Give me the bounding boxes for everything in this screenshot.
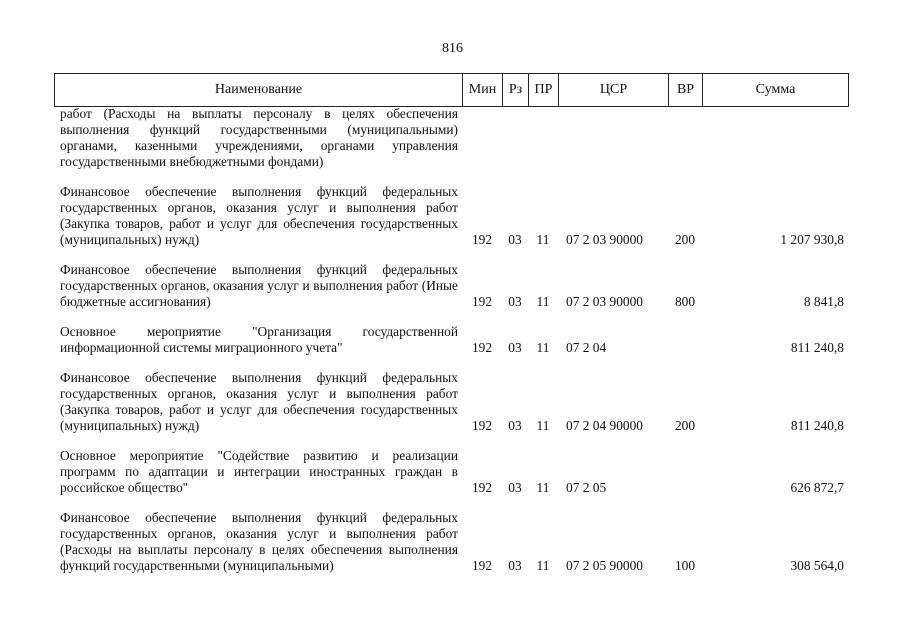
row-sum: 626 872,7 [790, 480, 844, 495]
row-min: 192 [471, 480, 493, 495]
row-vr [668, 106, 702, 170]
row-rz: 03 [508, 340, 522, 355]
table-row [54, 448, 848, 496]
row-name: Основное мероприятие "Организация государственной информационной системы миграционного учета" [60, 324, 458, 355]
row-pr: 11 [536, 558, 550, 573]
row-name: Основное мероприятие "Содействие развитию и реализации программ по адаптации и интеграции иностранных граждан в российское общество" [60, 448, 458, 495]
row-csr: 07 2 05 90000 [566, 558, 643, 573]
row-name: работ (Расходы на выплаты персоналу в целях обеспечения выполнения функций государственными (муниципальными) органами, казенными учреждениями, органами управления государственными внебюджетными фондами) [60, 106, 458, 169]
row-sum: 811 240,8 [790, 340, 844, 355]
row-sum: 811 240,8 [790, 418, 844, 433]
row-sum: 8 841,8 [803, 294, 844, 309]
table-header [54, 73, 849, 107]
table-row [54, 262, 848, 310]
row-min: 192 [471, 558, 493, 573]
table-row [54, 370, 848, 434]
row-pr: 11 [536, 480, 550, 495]
row-rz: 03 [508, 232, 522, 247]
row-min: 192 [471, 418, 493, 433]
row-vr: 100 [674, 558, 696, 573]
table-row [54, 510, 848, 574]
header-csr: ЦСР [559, 74, 669, 107]
row-csr: 07 2 05 [566, 480, 607, 495]
row-vr: 200 [674, 232, 696, 247]
row-rz: 03 [508, 480, 522, 495]
table-row [54, 324, 848, 356]
header-name: Наименование [55, 74, 463, 107]
row-csr: 07 2 03 90000 [566, 294, 643, 309]
row-rz: 03 [508, 418, 522, 433]
row-csr [558, 106, 668, 170]
header-min: Мин [463, 74, 503, 107]
row-rz: 03 [508, 294, 522, 309]
page-number: 816 [442, 41, 463, 56]
row-vr [668, 448, 702, 496]
row-name: Финансовое обеспечение выполнения функций федеральных государственных органов, оказания услуг и выполнения работ (Закупка товаров, работ и услуг для обеспечения государственных (муниципальных) нужд) [60, 184, 458, 247]
row-vr [668, 324, 702, 356]
header-pr: ПР [529, 74, 559, 107]
row-min [462, 106, 502, 170]
row-name: Финансовое обеспечение выполнения функций федеральных государственных органов, оказания услуг и выполнения работ (Иные бюджетные ассигнования) [60, 262, 458, 309]
row-vr: 800 [674, 294, 696, 309]
row-sum: 1 207 930,8 [780, 232, 844, 247]
row-sum [702, 106, 848, 170]
header-vr: ВР [669, 74, 703, 107]
row-name: Финансовое обеспечение выполнения функций федеральных государственных органов, оказания услуг и выполнения работ (Расходы на выплаты персоналу в целях обеспечения выполнения функций государственными (муниципальными) [60, 510, 458, 573]
row-pr: 11 [536, 340, 550, 355]
row-pr: 11 [536, 232, 550, 247]
table-row [54, 106, 848, 170]
row-pr: 11 [536, 418, 550, 433]
row-min: 192 [471, 232, 493, 247]
budget-table [54, 106, 848, 574]
row-rz [502, 106, 528, 170]
row-sum: 308 564,0 [790, 558, 844, 573]
row-csr: 07 2 04 90000 [566, 418, 643, 433]
header-sum: Сумма [703, 74, 849, 107]
row-pr [528, 106, 558, 170]
header-rz: Рз [503, 74, 529, 107]
row-rz: 03 [508, 558, 522, 573]
row-pr: 11 [536, 294, 550, 309]
table-row [54, 184, 848, 248]
row-name: Финансовое обеспечение выполнения функций федеральных государственных органов, оказания услуг и выполнения работ (Закупка товаров, работ и услуг для обеспечения государственных (муниципальных) нужд) [60, 370, 458, 433]
row-vr: 200 [674, 418, 696, 433]
row-min: 192 [471, 294, 493, 309]
row-csr: 07 2 03 90000 [566, 232, 643, 247]
row-csr: 07 2 04 [566, 340, 607, 355]
row-min: 192 [471, 340, 493, 355]
